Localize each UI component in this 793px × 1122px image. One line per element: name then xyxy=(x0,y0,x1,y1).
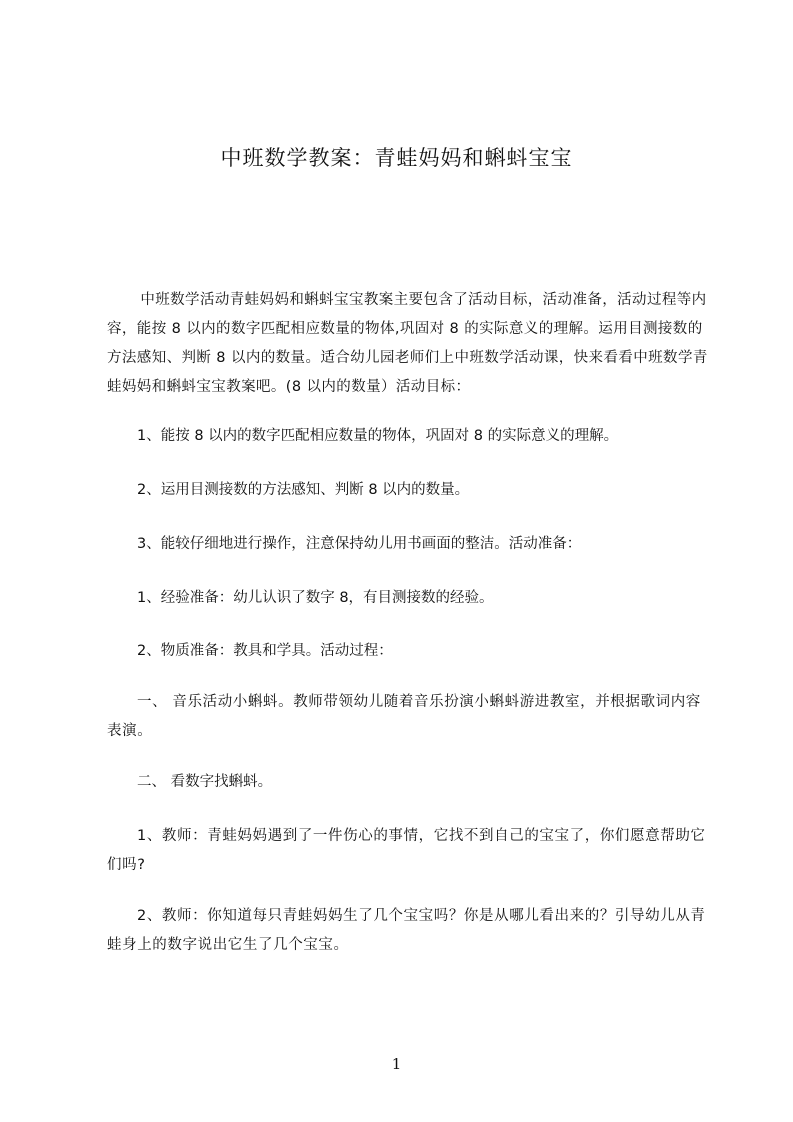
document-title: 中班数学教案：青蛙妈妈和蝌蚪宝宝 xyxy=(220,146,573,170)
intro-paragraph: 中班数学活动青蛙妈妈和蝌蚪宝宝教案主要包含了活动目标，活动准备，活动过程等内容，能按 8 以内的数字匹配相应数量的物体,巩固对 8 的实际意义的理解。运用目测接数的方法感知、判断 8 以内的数量。适合幼儿园老师们上中班数学活动课，快来看看中班数学青蛙妈妈和蝌蚪宝宝教案吧。(8 以内的数量）活动目标： xyxy=(107,292,708,395)
goal-1-paragraph: 1、能按 8 以内的数字匹配相应数量的物体，巩固对 8 的实际意义的理解。 xyxy=(137,428,619,444)
teacher-2-paragraph: 2、教师：你知道每只青蛙妈妈生了几个宝宝吗？你是从哪儿看出来的？引导幼儿从青蛙身上的数字说出它生了几个宝宝。 xyxy=(107,908,706,953)
teacher-1-paragraph: 1、教师：青蛙妈妈遇到了一件伤心的事情，它找不到自己的宝宝了，你们愿意帮助它们吗? xyxy=(107,828,706,873)
prep-1-paragraph: 1、经验准备：幼儿认识了数字 8，有目测接数的经验。 xyxy=(137,590,494,606)
goal-3-paragraph: 3、能较仔细地进行操作，注意保持幼儿用书画面的整洁。活动准备： xyxy=(137,536,582,552)
goal-2-paragraph: 2、运用目测接数的方法感知、判断 8 以内的数量。 xyxy=(137,482,470,498)
process-2-paragraph: 二、 看数字找蝌蚪。 xyxy=(137,774,273,790)
page-number: 1 xyxy=(391,1055,402,1073)
process-1-paragraph: 一、 音乐活动小蝌蚪。教师带领幼儿随着音乐扮演小蝌蚪游进教室，并根据歌词内容表演。 xyxy=(107,694,701,739)
prep-2-paragraph: 2、物质准备：教具和学具。活动过程： xyxy=(137,643,393,659)
